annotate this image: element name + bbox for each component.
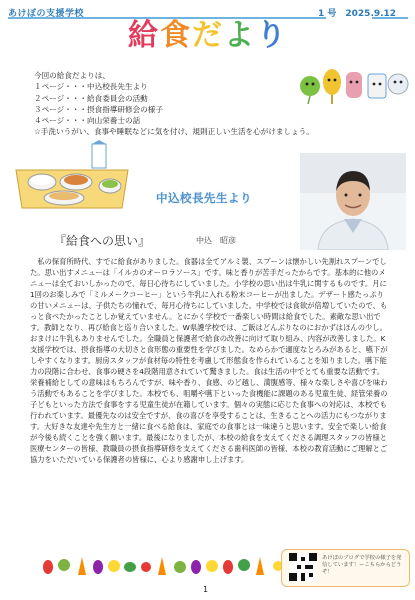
contents-line: ４ページ・・・向山栄養士の話 bbox=[34, 116, 141, 126]
contents-line: ２ページ・・・給食委員会の活動 bbox=[34, 93, 148, 103]
title-char: 給 bbox=[128, 18, 160, 53]
title-char: り bbox=[256, 18, 288, 53]
contents-line: ３ページ・・・摂食指導研修会の様子 bbox=[34, 104, 163, 114]
title-char: 食 bbox=[160, 18, 192, 53]
contents-line: １ページ・・・中込校長先生より bbox=[34, 82, 148, 92]
qr-code-icon[interactable] bbox=[289, 553, 317, 581]
contents-line: 今回の給食だよりは、 bbox=[34, 71, 110, 80]
principal-portrait-photo bbox=[300, 153, 406, 250]
article-headline: 中込校長先生より bbox=[156, 191, 252, 205]
title-char: よ bbox=[224, 18, 256, 53]
page-number: 1 bbox=[203, 585, 209, 594]
blog-promo-text: あけぼのブログで学校の様子を発信しています！ーこちらからどうぞ！ bbox=[322, 555, 402, 575]
article-body-text: 私の保育所時代、すでに給食がありました。食器は全てアルミ製、スプーンは懐かしい先割れスプーンでした。思い出すメニューは「イルカのオーロラソース」です。味と香りが苦手だったからです。基本的に他のメニューは全ておいしかったので、毎日心待ちにしていました。小学校の思い出は牛乳に関するものです。月に1回のお楽しみで「ミルメークコーヒー」という牛乳に入れる粉末コーヒーが出ました。デザート感たっぷりの甘いメニューは、子供たちの憧れで、毎月心待ちにしていました。中学校では食欲が倍増していたので、もっと食べたかったことしか覚えていません。とにかく学校で一番楽しい時間は給食でした。素敵な思い出です。教師となり、再び給食と巡り合いました。W県護学校では、ご飯はどんぶりなのにおかずはほんの少し。おまけに牛乳もありませんでした。全職員と保護者で給食の改善に向けて取り組み、内容が改善しました。K支援学校では、摂食指導の大切さと食形態の重要性を学びました。なめらかで適度なとろみがあると、嚥下がしやすくなります。厨房スタッフが食材毎の特性を考慮して形態食を作られていることを知りました。嚥下能力の段階に合わせ、食事の硬さを4段階用意されていて驚きました。食は生活の中でとても重要な活動です。栄養補給としての意味はもちろんですが、味や香り、食感、のど越し、満腹感等、様々な楽しさや喜びを味わう活動でもあることを学びました。本校でも、咀嚼や嚥下といった食機能に課題のある児童生徒、経管栄養の子どもといった方法で食事をする児童生徒が在籍しています。個々の実態に応じた食事への対応は、本校でも行われています。最優先なのは安全ですが、食の喜びを享受することは、生きることへの活力にもつながります。大好きな友達や先生方と一緒に食べる給食は、家庭での食事とは一味違うと思います。安全で楽しい給食が今後も続くことを強く願います。最後になりましたが、本校の給食を支えてくださる調理スタッフの皆様と医療センターの皆様、教職員の摂食指導研修を支えてくださる歯科医師の皆様、本校の教育活動にご理解とご協力をいただいている保護者の皆様に、心より感謝申し上げます。 bbox=[30, 257, 388, 464]
newsletter-title bbox=[128, 10, 288, 54]
school-name: あけぼの支援学校 bbox=[8, 9, 85, 19]
school-lunch-tray-illustration bbox=[14, 140, 130, 210]
article-author: 中込 昭彦 bbox=[196, 236, 236, 245]
title-char: だ bbox=[192, 18, 224, 53]
table-of-contents bbox=[34, 70, 314, 138]
article-body bbox=[30, 256, 388, 465]
article-subtitle: 『給食への思い』 bbox=[54, 234, 151, 248]
contents-line: ☆手洗いうがい、食事や睡眠などに気を付け、規則正しい生活を心がけましょう。 bbox=[34, 127, 314, 137]
issue-number-date: 1 号 2025.9.12 bbox=[318, 9, 397, 19]
vegetable-characters-illustration bbox=[298, 58, 410, 106]
